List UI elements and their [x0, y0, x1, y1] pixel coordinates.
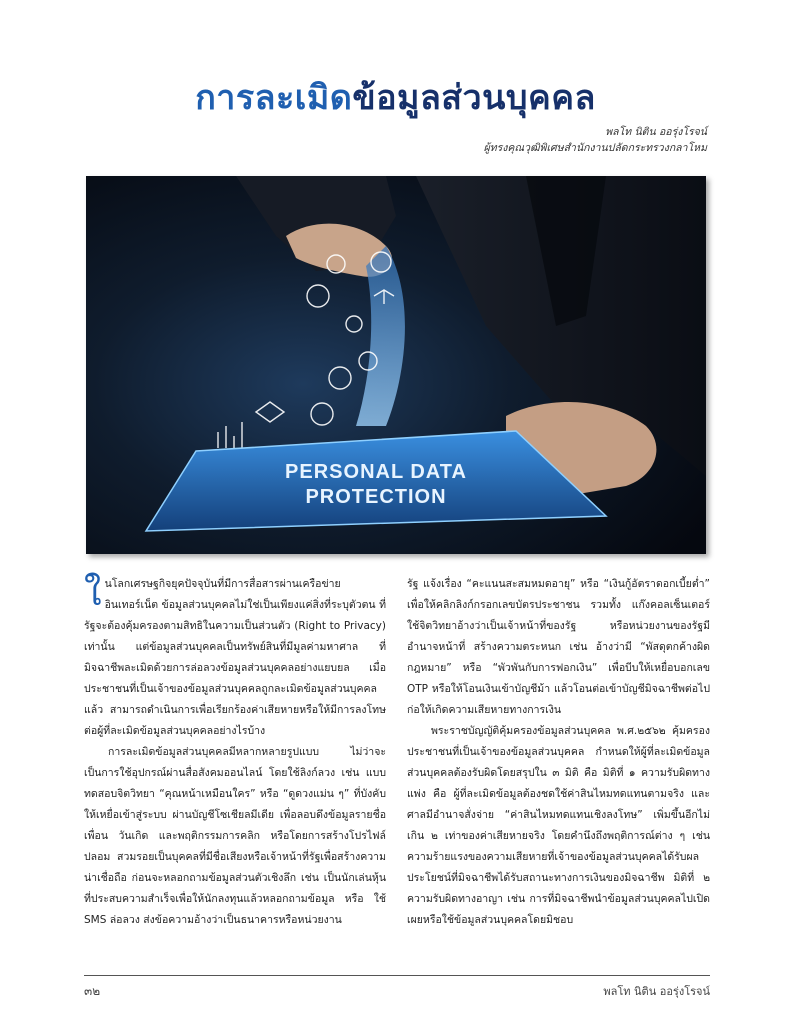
author-position: ผู้ทรงคุณวุฒิพิเศษสำนักงานปลัดกระทรวงกลาโหม: [483, 142, 707, 154]
photo-caption-line1: PERSONAL DATA: [285, 461, 467, 483]
article-photo: [86, 176, 706, 554]
drop-cap: ใ: [84, 573, 102, 614]
paragraph: [84, 574, 386, 742]
footer-rule: [84, 975, 710, 976]
photo-caption-line2: PROTECTION: [305, 486, 447, 508]
footer-author: พลโท นิติน ออรุ่งโรจน์: [603, 985, 710, 998]
paragraph: การละเมิดข้อมูลส่วนบุคคลมีหลากหลายรูปแบบ ไม่ว่าจะเป็นการใช้อุปกรณ์ผ่านสื่อสังคมออนไลน์ โดยใช้ลิงก์ลวง เช่น แบบทดสอบจิตวิทยา “คุณหน้าเหมือนใคร” หรือ “ดูดวงแม่น ๆ” ที่บังคับให้เหยื่อเข้าสู่ระบบ ผ่านบัญชีโซเชียลมีเดีย เพื่อลอบดึงข้อมูลรายชื่อเพื่อน วันเกิด และพฤติกรรมการคลิก หรือโดยการสร้างโปรไฟล์ปลอม สวมรอยเป็นบุคคลที่มีชื่อเสียงหรือเจ้าหน้าที่รัฐเพื่อสร้างความน่าเชื่อถือ ก่อนจะหลอกถามข้อมูลส่วนตัวเชิงลึก เช่น เป็นนักเล่นหุ้นที่ประสบความสำเร็จเพื่อให้นักลงทุนแล้วหลอกถามข้อมูล หรือ ใช้ SMS ล่อลวง ส่งข้อความอ้างว่าเป็นธนาคารหรือหน่วยงาน: [84, 746, 386, 926]
paragraph: รัฐ แจ้งเรื่อง “คะแนนสะสมหมดอายุ” หรือ “เงินกู้อัตราดอกเบี้ยต่ำ” เพื่อให้คลิกลิงก์กรอกเลขบัตรประชาชน รวมทั้ง แก๊งคอลเซ็นเตอร์ ใช้จิตวิทยาอ้างว่าเป็นเจ้าหน้าที่ของรัฐ หรือหน่วยงานของรัฐมีอำนาจหน้าที่ สร้างความตระหนก เช่น อ้างว่ามี “พัสดุตกค้างผิดกฎหมาย” หรือ “พัวพันกับการฟอกเงิน” เพื่อบีบให้เหยื่อบอกเลข OTP หรือให้โอนเงินเข้าบัญชีม้า แล้วโอนต่อเข้าบัญชีมิจฉาชีพต่อไป ก่อให้เกิดความเสียหายทางการเงิน: [407, 578, 710, 716]
title-part1: การละเมิด: [195, 78, 353, 118]
body-column-right: [407, 574, 710, 931]
photo-illustration: [86, 176, 706, 554]
author-name: พลโท นิติน ออรุ่งโรจน์: [605, 126, 707, 138]
body-column-left: [84, 574, 386, 931]
article-title: [0, 70, 791, 124]
page-number: ๓๒: [84, 984, 101, 998]
paragraph-text: นโลกเศรษฐกิจยุคปัจจุบันที่มีการสื่อสารผ่านเครือข่าย อินเทอร์เน็ต ข้อมูลส่วนบุคคลไม่ใช่เป็นเพียงแค่สิ่งที่ระบุตัวตน ที่รัฐจะต้องคุ้มครองตามสิทธิในความเป็นส่วนตัว (Right to Privacy) เท่านั้น แต่ข้อมูลส่วนบุคคลเป็นทรัพย์สินที่มีมูลค่ามหาศาล ที่มิจฉาชีพละเมิดด้วยการล่อลวงข้อมูลส่วนบุคคลอย่างแยบยล เมื่อประชาชนที่เป็นเจ้าของข้อมูลส่วนบุคคลถูกละเมิดข้อมูลส่วนบุคคลแล้ว สามารถดำเนินการเพื่อเรียกร้องค่าเสียหายหรือให้มีการลงโทษต่อผู้ที่ละเมิดข้อมูลส่วนบุคคลอย่างไรบ้าง: [84, 578, 386, 737]
paragraph: พระราชบัญญัติคุ้มครองข้อมูลส่วนบุคคล พ.ศ.๒๕๖๒ คุ้มครองประชาชนที่เป็นเจ้าของข้อมูลส่วนบุคคล กำหนดให้ผู้ที่ละเมิดข้อมูลส่วนบุคคลต้องรับผิดโดยสรุปใน ๓ มิติ คือ มิติที่ ๑ ความรับผิดทางแพ่ง คือ ผู้ที่ละเมิดข้อมูลต้องชดใช้ค่าสินไหมทดแทนตามจริง และศาลมีอำนาจสั่งจ่าย “ค่าสินไหมทดแทนเชิงลงโทษ” เพิ่มขึ้นอีกไม่เกิน ๒ เท่าของค่าเสียหายจริง โดยคำนึงถึงพฤติการณ์ต่าง ๆ เช่น ความร้ายแรงของความเสียหายที่เจ้าของข้อมูลส่วนบุคคลได้รับผลประโยชน์ที่มิจฉาชีพได้รับสถานะทางการเงินของมิจฉาชีพ มิติที่ ๒ ความรับผิดทางอาญา เช่น การที่มิจฉาชีพนำข้อมูลส่วนบุคคลไปเปิดเผยหรือใช้ข้อมูลส่วนบุคคลโดยมิชอบ: [407, 725, 710, 926]
author-block: [484, 124, 707, 156]
title-part2: ข้อมูลส่วนบุคคล: [352, 78, 596, 118]
